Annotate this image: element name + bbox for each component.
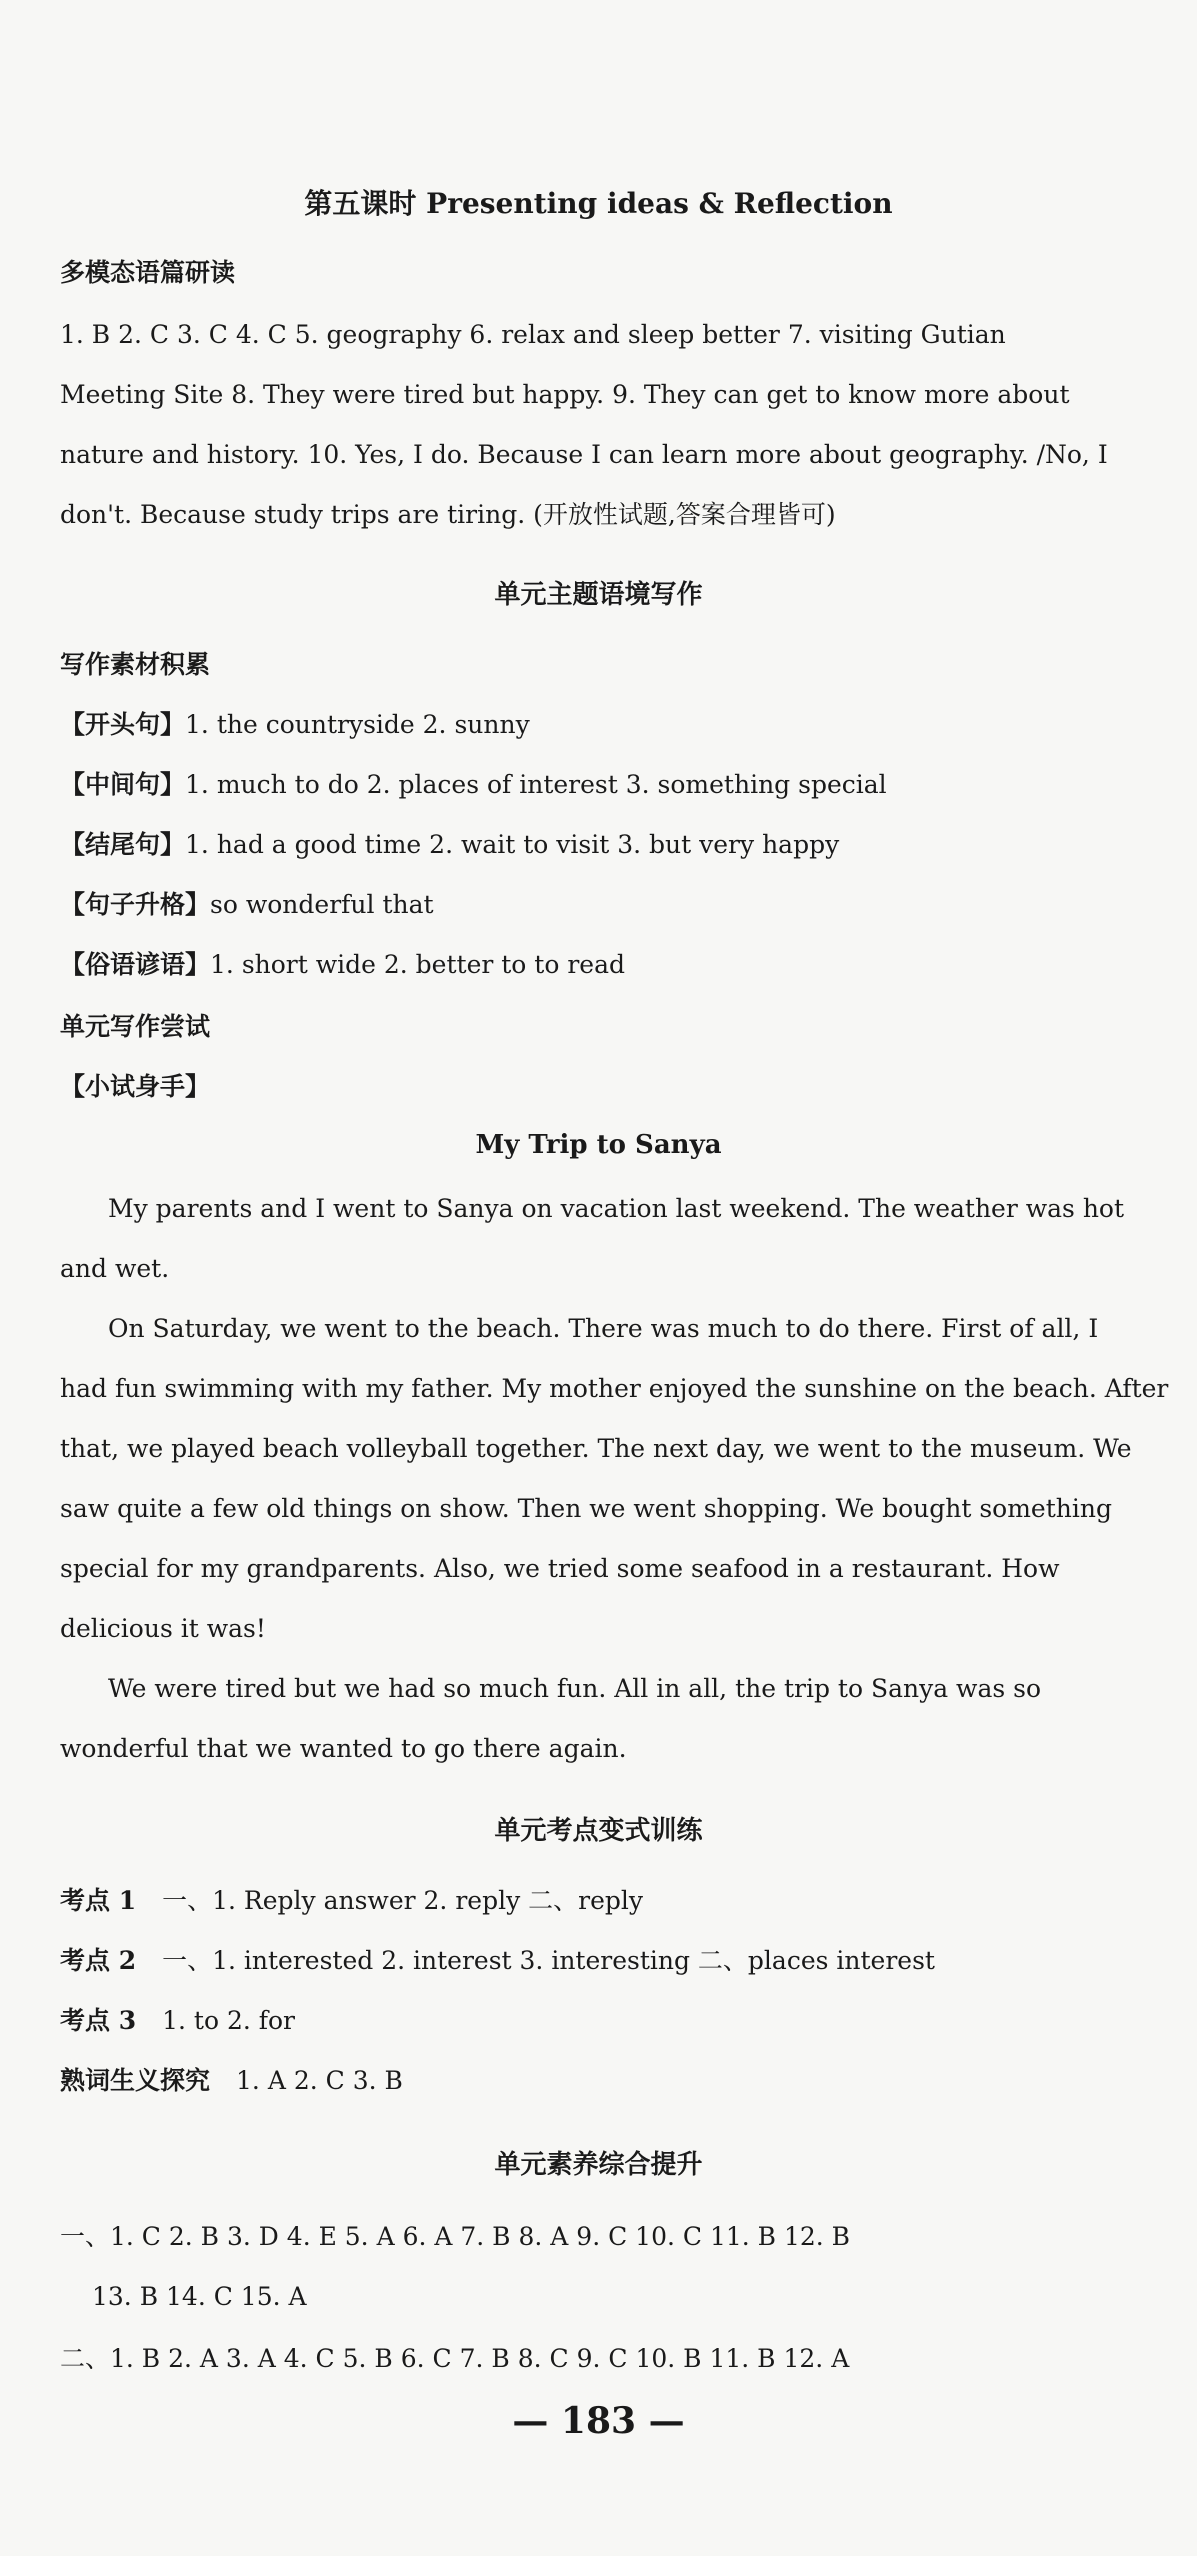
essay-line: had fun swimming with my father. My mother enjoyed the sunshine on the beach. After <box>60 1374 1169 1403</box>
item-text: 1. the countryside 2. sunny <box>185 710 530 739</box>
material-item <box>60 948 1140 982</box>
exam-point <box>60 2064 1140 2098</box>
lesson-title: 第五课时 Presenting ideas & Reflection <box>304 187 893 220</box>
item-text: 一、1. interested 2. interest 3. interesting 二、places interest <box>162 1946 935 1975</box>
exam-point <box>60 1944 1140 1978</box>
essay-line: special for my grandparents. Also, we tried some seafood in a restaurant. How <box>60 1554 1060 1583</box>
answer-line: 二、1. B 2. A 3. A 4. C 5. B 6. C 7. B 8. C 9. C 10. B 11. B 12. A <box>60 2344 850 2373</box>
item-label: 【结尾句】 <box>60 830 186 859</box>
essay-line: saw quite a few old things on show. Then we went shopping. We bought something <box>60 1494 1112 1523</box>
essay-title: My Trip to Sanya <box>475 1130 722 1160</box>
answer-line: nature and history. 10. Yes, I do. Because I can learn more about geography. /No, I <box>60 440 1108 469</box>
section-heading: 单元写作尝试 <box>60 1012 211 1041</box>
section-title: 单元考点变式训练 <box>494 1816 703 1846</box>
essay-line: that, we played beach volleyball together. The next day, we went to the museum. We <box>60 1434 1132 1463</box>
item-text: 1. had a good time 2. wait to visit 3. but very happy <box>185 830 840 859</box>
essay-line: We were tired but we had so much fun. All in all, the trip to Sanya was so <box>108 1674 1042 1703</box>
exam-point <box>60 1884 1140 1918</box>
answer-line: Meeting Site 8. They were tired but happy. 9. They can get to know more about <box>60 380 1070 409</box>
item-label: 【开头句】 <box>60 710 186 739</box>
page-number: — 183 — <box>512 2400 685 2442</box>
item-text: 1. A 2. C 3. B <box>236 2066 403 2095</box>
item-label: 【句子升格】 <box>60 890 211 919</box>
item-text: so wonderful that <box>210 890 434 919</box>
section-title: 单元主题语境写作 <box>494 580 703 610</box>
material-item <box>60 828 1140 862</box>
material-item <box>60 708 1140 742</box>
item-label: 考点 1 <box>60 1886 137 1915</box>
item-label: 考点 3 <box>60 2006 137 2035</box>
section-heading: 写作素材积累 <box>60 650 211 679</box>
section-title: 单元素养综合提升 <box>494 2150 703 2180</box>
essay-line: and wet. <box>60 1254 170 1283</box>
exam-point <box>60 2004 1140 2038</box>
essay-line: wonderful that we wanted to go there again. <box>60 1734 627 1763</box>
essay-line: On Saturday, we went to the beach. There was much to do there. First of all, I <box>108 1314 1099 1343</box>
answer-line: don't. Because study trips are tiring. (开放性试题,答案合理皆可) <box>60 500 836 529</box>
material-item <box>60 888 1140 922</box>
item-label: 【俗语谚语】 <box>60 950 211 979</box>
item-text: 1. to 2. for <box>162 2006 296 2035</box>
item-text: 1. short wide 2. better to to read <box>210 950 626 979</box>
section-heading: 【小试身手】 <box>60 1072 211 1101</box>
essay-line: My parents and I went to Sanya on vacation last weekend. The weather was hot <box>108 1194 1125 1223</box>
material-item <box>60 768 1140 802</box>
essay-line: delicious it was! <box>60 1614 266 1643</box>
item-label: 熟词生义探究 <box>60 2066 211 2095</box>
item-text: 1. much to do 2. places of interest 3. something special <box>185 770 887 799</box>
answer-line: 一、1. C 2. B 3. D 4. E 5. A 6. A 7. B 8. A 9. C 10. C 11. B 12. B <box>60 2222 851 2251</box>
item-text: 一、1. Reply answer 2. reply 二、reply <box>162 1886 644 1915</box>
answer-line: 1. B 2. C 3. C 4. C 5. geography 6. relax and sleep better 7. visiting Gutian <box>60 320 1006 349</box>
answer-line: 13. B 14. C 15. A <box>92 2282 307 2311</box>
item-label: 考点 2 <box>60 1946 137 1975</box>
item-label: 【中间句】 <box>60 770 186 799</box>
section-heading: 多模态语篇研读 <box>60 258 236 287</box>
